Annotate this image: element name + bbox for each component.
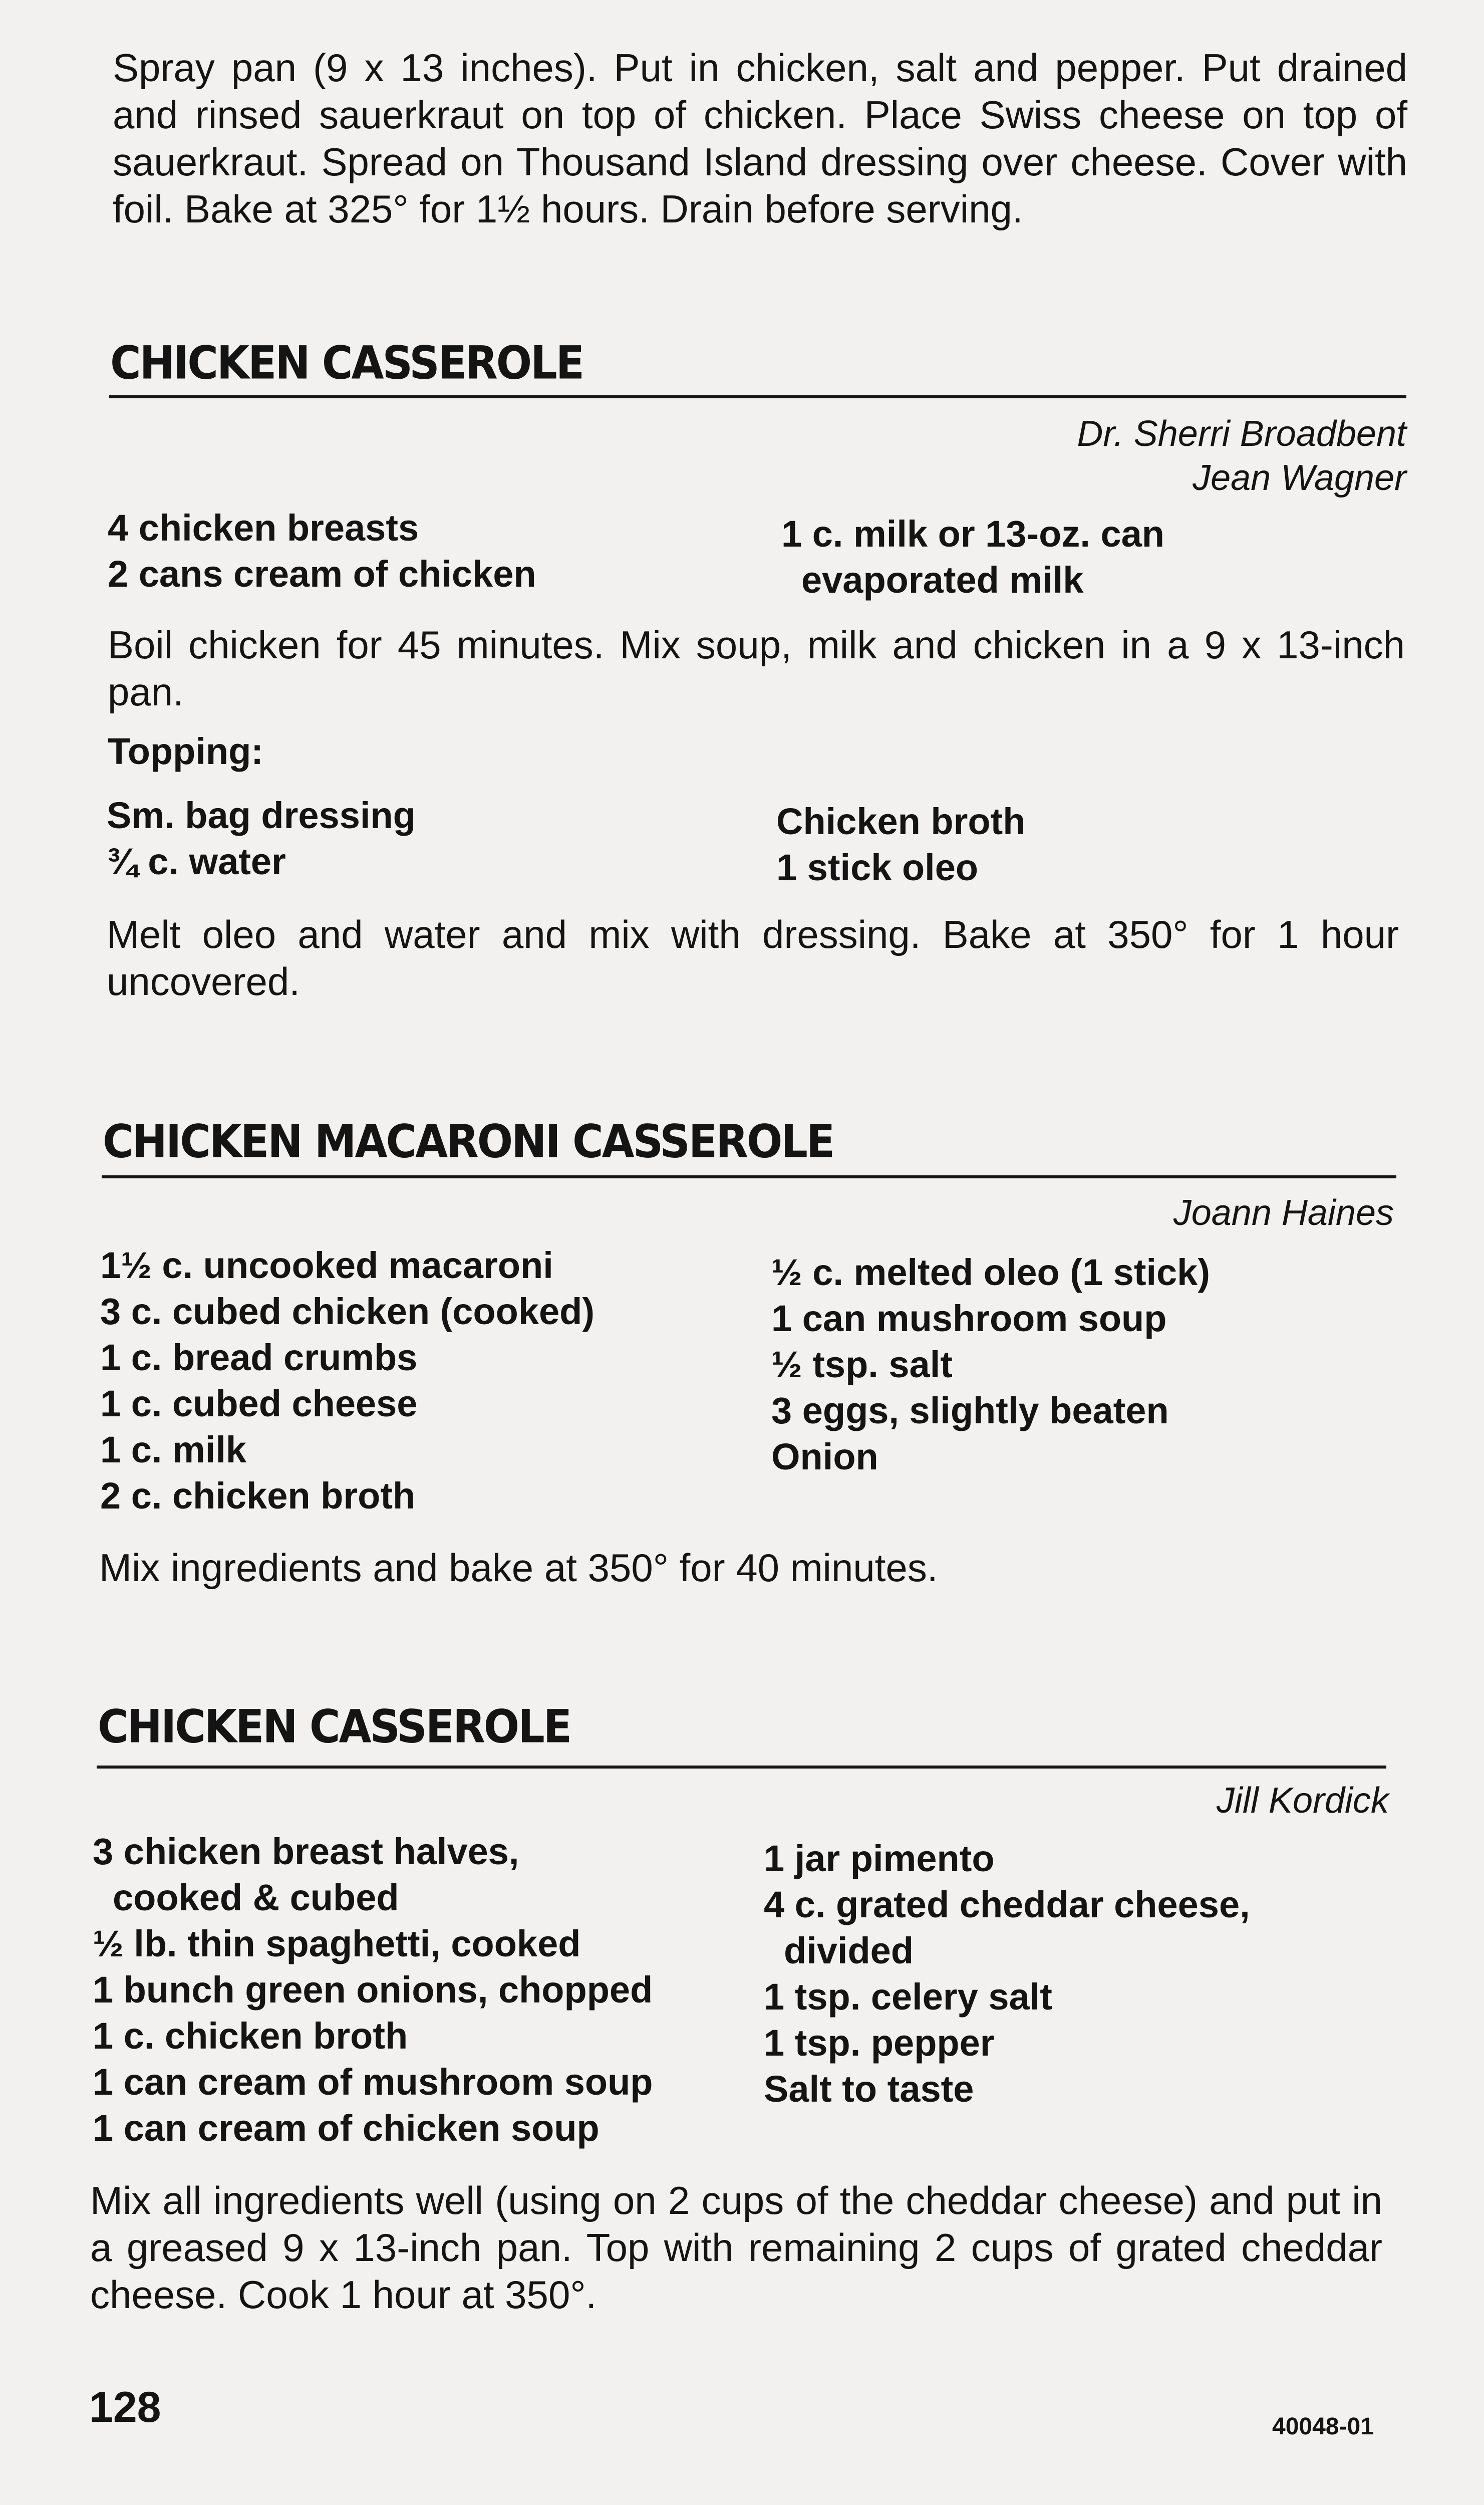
- ingredient: Sm. bag dressing: [107, 795, 416, 836]
- ingredients-left: [93, 1829, 653, 2151]
- title-rule: [97, 1766, 1386, 1769]
- recipe-author: Joann Haines: [1173, 1193, 1394, 1233]
- ingredient: Onion: [771, 1436, 878, 1477]
- ingredient: 1 can cream of mushroom soup: [93, 2061, 653, 2103]
- ingredient: 4 chicken breasts: [108, 507, 419, 549]
- ingredient: divided: [784, 1930, 914, 1971]
- recipe-author: Dr. Sherri Broadbent: [1077, 414, 1406, 454]
- recipe-author: Jean Wagner: [1193, 458, 1406, 498]
- ingredient: 3 chicken breast halves,: [93, 1831, 519, 1872]
- page-number: 128: [89, 2383, 161, 2431]
- ingredient: 1 can cream of chicken soup: [93, 2107, 600, 2149]
- ingredient: 1½ c. uncooked macaroni: [100, 1244, 553, 1286]
- ingredient: 1 c. chicken broth: [93, 2015, 408, 2057]
- ingredient: 3 eggs, slightly beaten: [771, 1390, 1169, 1431]
- topping-label: Topping:: [108, 730, 263, 772]
- ingredient: 1 stick oleo: [776, 847, 979, 888]
- ingredient: Chicken broth: [776, 801, 1026, 842]
- ingredients-right: [771, 1249, 1210, 1480]
- ingredient: 3 c. cubed chicken (cooked): [100, 1291, 595, 1332]
- ingredients-left: [108, 505, 536, 597]
- ingredient: ¾ c. water: [107, 841, 286, 882]
- ingredient: 1 c. milk or 13-oz. can: [781, 513, 1164, 555]
- recipe-directions: Boil chicken for 45 minutes. Mix soup, milk and chicken in a 9 x 13-inch pan.: [108, 623, 1405, 714]
- ingredient: 4 c. grated cheddar cheese,: [764, 1884, 1250, 1925]
- ingredients-left: [100, 1242, 595, 1519]
- ingredient: 1 jar pimento: [764, 1838, 995, 1879]
- ingredient: 1 can mushroom soup: [771, 1298, 1167, 1339]
- recipe-directions: Mix ingredients and bake at 350° for 40 minutes.: [99, 1546, 938, 1590]
- ingredient: ½ tsp. salt: [771, 1344, 953, 1385]
- ingredient: 1 c. bread crumbs: [100, 1337, 418, 1378]
- print-code: 40048-01: [1272, 2413, 1374, 2440]
- ingredient: 1 c. cubed cheese: [100, 1383, 418, 1424]
- ingredient: ½ lb. thin spaghetti, cooked: [93, 1923, 581, 1964]
- ingredients-right: [764, 1836, 1250, 2112]
- ingredient: ½ c. melted oleo (1 stick): [771, 1251, 1210, 1293]
- ingredient: Salt to taste: [764, 2068, 974, 2110]
- intro-directions: Spray pan (9 x 13 inches). Put in chicken, salt and pepper. Put drained and rinsed sauerkraut on top of chicken. Place Swiss cheese on top of sauerkraut. Spread on Thousand Island dressing over cheese. Cover with foil. Bake at 325° for 1½ hours. Drain before serving.: [113, 46, 1407, 231]
- ingredient: 2 c. chicken broth: [100, 1475, 416, 1517]
- recipe-title: CHICKEN CASSEROLE: [110, 336, 583, 389]
- ingredient: 1 tsp. celery salt: [764, 1976, 1052, 2018]
- ingredient: 1 bunch green onions, chopped: [93, 1969, 653, 2011]
- ingredient: cooked & cubed: [113, 1877, 399, 1918]
- topping-directions: Melt oleo and water and mix with dressing. Bake at 350° for 1 hour uncovered.: [107, 912, 1399, 1004]
- title-rule: [102, 1175, 1396, 1178]
- ingredient: 1 tsp. pepper: [764, 2022, 995, 2064]
- topping-left: [107, 793, 416, 885]
- ingredient: evaporated milk: [801, 559, 1084, 601]
- recipe-directions: Mix all ingredients well (using on 2 cups of the cheddar cheese) and put in a greased 9 x 13-inch pan. Top with remaining 2 cups of grated cheddar cheese. Cook 1 hour at 350°.: [90, 2178, 1382, 2317]
- recipe-title: CHICKEN CASSEROLE: [98, 1700, 571, 1753]
- title-rule: [109, 395, 1406, 398]
- topping-right: [776, 799, 1025, 891]
- ingredient: 1 c. milk: [100, 1429, 247, 1470]
- recipe-author: Jill Kordick: [1216, 1781, 1389, 1821]
- ingredient: 2 cans cream of chicken: [108, 553, 536, 595]
- recipe-title: CHICKEN MACARONI CASSEROLE: [103, 1115, 834, 1168]
- ingredients-right: [781, 511, 1164, 603]
